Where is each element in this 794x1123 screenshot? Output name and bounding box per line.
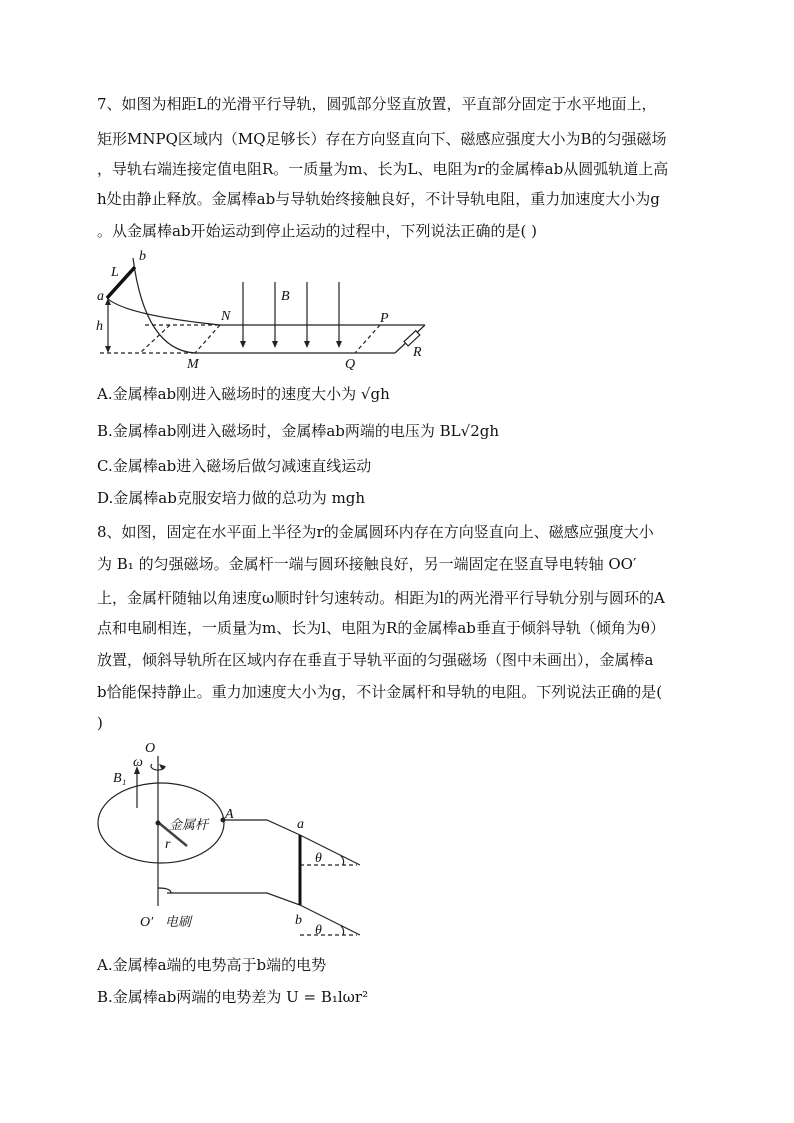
q8-brush — [158, 888, 171, 893]
q7-arrowhead-4 — [336, 341, 342, 348]
q8-rail-lower — [167, 893, 360, 935]
q8-label-theta-1: θ — [315, 851, 322, 866]
q8-rail-upper — [223, 820, 360, 865]
q8-theta-arc-1 — [341, 856, 344, 865]
q8-diagram — [95, 738, 365, 943]
q7-label-M: M — [187, 357, 199, 372]
q8-line-2: 为 B₁ 的匀强磁场。金属杆一端与圆环接触良好，另一端固定在竖直导电转轴 OO′ — [97, 555, 637, 573]
q7-dash-MN — [195, 325, 220, 353]
q8-label-omega: ω — [133, 755, 143, 770]
q7-dash-PQ — [355, 325, 380, 353]
q8-center-dot — [156, 821, 161, 826]
q8-line-6: b恰能保持静止。重力加速度大小为g，不计金属杆和导轨的电阻。下列说法正确的是( — [97, 683, 663, 701]
q7-option-a[interactable]: A.金属棒ab刚进入磁场时的速度大小为 √gh — [97, 385, 390, 403]
q8-line-5: 放置，倾斜导轨所在区域内存在垂直于导轨平面的匀强磁场（图中未画出），金属棒a — [97, 651, 654, 669]
q8-line-4: 点和电刷相连，一质量为m、长为l、电阻为R的金属棒ab垂直于倾斜导轨（倾角为θ） — [97, 619, 665, 637]
q7-line-5: 。从金属棒ab开始运动到停止运动的过程中，下列说法正确的是( ) — [97, 222, 538, 240]
q7-arc-back — [107, 298, 220, 325]
q8-label-O-prime: O′ — [140, 915, 154, 930]
q8-line-3: 上，金属杆随轴以角速度ω顺时针匀速转动。相距为l的两光滑平行导轨分别与圆环的A — [97, 589, 665, 607]
q8-label-A: A — [225, 807, 234, 822]
q8-label-theta-2: θ — [315, 923, 322, 938]
q7-arc-front — [133, 258, 195, 353]
q7-arrowhead-3 — [304, 341, 310, 348]
q8-line-7: ) — [97, 714, 103, 732]
q8-option-a[interactable]: A.金属棒a端的电势高于b端的电势 — [97, 956, 327, 974]
q8-label-r: r — [165, 837, 171, 852]
q7-arrowhead-2 — [272, 341, 278, 348]
q7-line-1: 7、如图为相距L的光滑平行导轨，圆弧部分竖直放置，平直部分固定于水平地面上， — [97, 95, 657, 113]
q8-label-a: a — [297, 817, 304, 832]
q8-label-brush: 电刷 — [165, 914, 192, 929]
q7-label-Q: Q — [345, 357, 356, 372]
q7-option-d[interactable]: D.金属棒ab克服安培力做的总功为 mgh — [97, 489, 366, 507]
q8-label-O: O — [145, 741, 156, 756]
q8-theta-arc-2 — [341, 926, 344, 935]
q7-height-arrow-down — [105, 346, 111, 353]
q7-line-2: 矩形MNPQ区域内（MQ足够长）存在方向竖直向下、磁感应强度大小为B的匀强磁场 — [97, 130, 667, 148]
q8-label-B1: B₁ — [113, 771, 127, 786]
q8-option-b[interactable]: B.金属棒ab两端的电势差为 U = B₁lωr² — [97, 988, 369, 1006]
q7-label-P: P — [380, 311, 389, 326]
q7-resistor — [404, 331, 420, 346]
q7-line-4: h处由静止释放。金属棒ab与导轨始终接触良好，不计导轨电阻，重力加速度大小为g — [97, 190, 660, 208]
q7-option-c[interactable]: C.金属棒ab进入磁场后做匀减速直线运动 — [97, 457, 372, 475]
q8-label-rod: 金属杆 — [169, 817, 209, 832]
q7-label-h: h — [96, 319, 103, 334]
q7-label-L: L — [111, 265, 119, 280]
q7-line-3: ，导轨右端连接定值电阻R。一质量为m、长为L、电阻为r的金属棒ab从圆弧轨道上高 — [97, 160, 669, 178]
q8-line-1: 8、如图，固定在水平面上半径为r的金属圆环内存在方向竖直向上、磁感应强度大小 — [97, 523, 654, 541]
q8-rotation-arrowhead — [159, 764, 165, 770]
q7-label-B: B — [281, 289, 290, 304]
q8-label-b: b — [295, 913, 302, 928]
q7-label-N: N — [221, 309, 231, 324]
q7-option-b[interactable]: B.金属棒ab刚进入磁场时，金属棒ab两端的电压为 BL√2gh — [97, 422, 499, 440]
q7-height-arrow-up — [105, 298, 111, 305]
q7-label-R: R — [413, 345, 422, 360]
q7-arrowhead-1 — [240, 341, 246, 348]
q7-label-a: a — [97, 289, 104, 304]
q7-diagram — [95, 250, 435, 375]
q7-label-b: b — [139, 250, 146, 264]
